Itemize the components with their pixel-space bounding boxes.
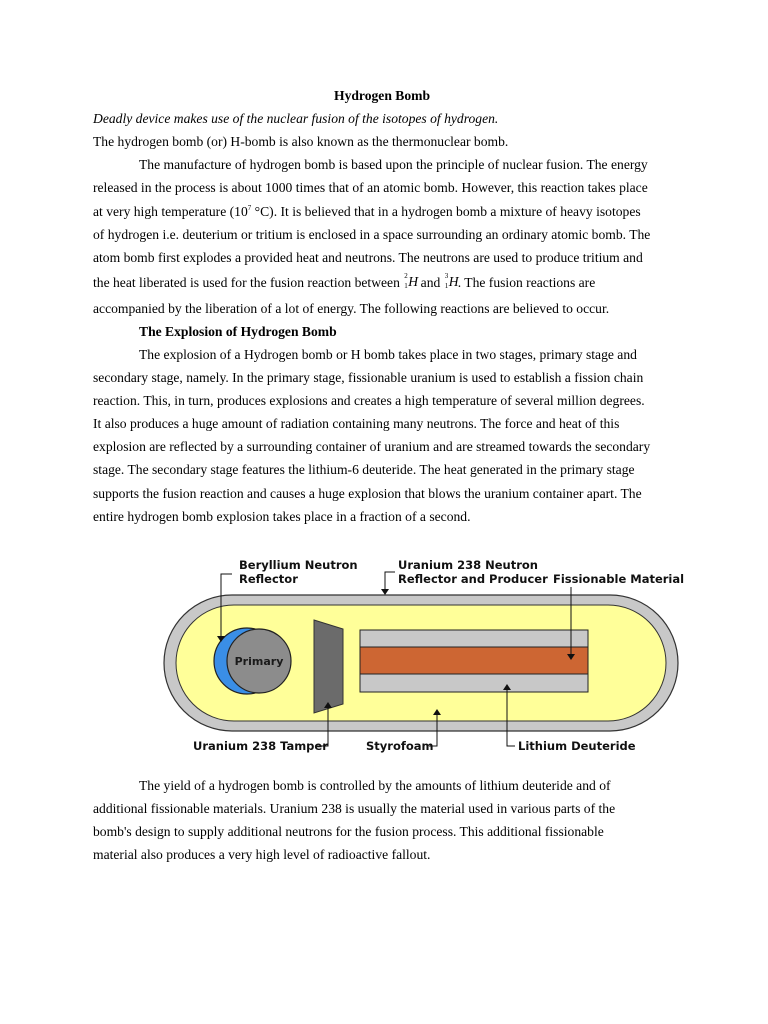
- section-heading: The Explosion of Hydrogen Bomb: [139, 324, 337, 339]
- para1-line: of hydrogen i.e. deuterium or tritium is enclosed in a space surrounding an ordinary atomic bomb. The: [93, 227, 651, 242]
- para1-line: released in the process is about 1000 times that of an atomic bomb. However, this reaction takes place: [93, 180, 648, 195]
- u238-label-1: Uranium 238 Neutron: [398, 558, 538, 572]
- para2-line: secondary stage, namely. In the primary stage, fissionable uranium is used to establish a fission chain: [93, 370, 644, 385]
- para1-line: atom bomb first explodes a provided heat and neutrons. The neutrons are used to produce tritium and: [93, 250, 643, 265]
- para2-line: It also produces a huge amount of radiation containing many neutrons. The force and heat of this: [93, 416, 620, 431]
- intro-line: The hydrogen bomb (or) H-bomb is also known as the thermonuclear bomb.: [93, 134, 509, 149]
- lower-text: [93, 760, 677, 880]
- para1-line: accompanied by the liberation of a lot of energy. The following reactions are believed to occur.: [93, 301, 610, 316]
- tamper-label: Uranium 238 Tamper: [193, 739, 328, 753]
- para3-line: The yield of a hydrogen bomb is controlled by the amounts of lithium deuteride and of: [139, 778, 611, 793]
- para1-line: at very high temperature ($10^7$ °C). It is believed that in a hydrogen bomb a mixture of heavy isotopes: [93, 204, 641, 219]
- lithium-deuteride-top: [360, 630, 588, 647]
- beryllium-label-1: Beryllium Neutron: [239, 558, 358, 572]
- page-title: Hydrogen Bomb: [334, 88, 431, 103]
- para2-line: explosion are reflected by a surrounding container of uranium and are streamed towards the secondary: [93, 439, 651, 454]
- fissionable-rod: [360, 647, 588, 674]
- styrofoam-label: Styrofoam: [366, 739, 434, 753]
- primary-label: Primary: [234, 655, 284, 668]
- lithium-deuteride-bottom: [360, 674, 588, 692]
- para2-line: stage. The secondary stage features the lithium-6 deuteride. The heat generated in the primary stage: [93, 462, 635, 477]
- lithium-label: Lithium Deuteride: [518, 739, 636, 753]
- hydrogen-bomb-diagram: [145, 548, 685, 760]
- deuterium-isotope: 2 1 H: [404, 272, 419, 290]
- para2-line: reaction. This, in turn, produces explosions and creates a high temperature of several million degrees.: [93, 393, 645, 408]
- para1-line: The manufacture of hydrogen bomb is based upon the principle of nuclear fusion. The energy: [139, 157, 648, 172]
- subtitle: Deadly device makes use of the nuclear fusion of the isotopes of hydrogen.: [93, 111, 499, 126]
- para3-line: material also produces a very high level of radioactive fallout.: [93, 847, 431, 862]
- beryllium-label-2: Reflector: [239, 572, 298, 586]
- para1-line: the heat liberated is used for the fusion reaction between 2 1 H and 3 1 H . The fusion reactions are: [93, 272, 596, 290]
- para3-line: additional fissionable materials. Uranium 238 is usually the material used in various parts of the: [93, 801, 616, 816]
- uranium-tamper: [314, 620, 343, 713]
- para3-line: bomb's design to supply additional neutrons for the fusion process. This additional fissionable: [93, 824, 604, 839]
- para2-line: entire hydrogen bomb explosion takes place in a fraction of a second.: [93, 509, 471, 524]
- tritium-isotope: 3 1 H: [444, 272, 459, 290]
- u238-label-2: Reflector and Producer: [398, 572, 548, 586]
- upper-text: [93, 0, 677, 560]
- arrowhead: [381, 589, 389, 595]
- para2-line: supports the fusion reaction and causes a huge explosion that blows the uranium container apart. The: [93, 486, 642, 501]
- fissionable-label: Fissionable Material: [553, 572, 685, 586]
- para2-line: The explosion of a Hydrogen bomb or H bomb takes place in two stages, primary stage and: [139, 347, 637, 362]
- exponent: 7: [247, 204, 252, 212]
